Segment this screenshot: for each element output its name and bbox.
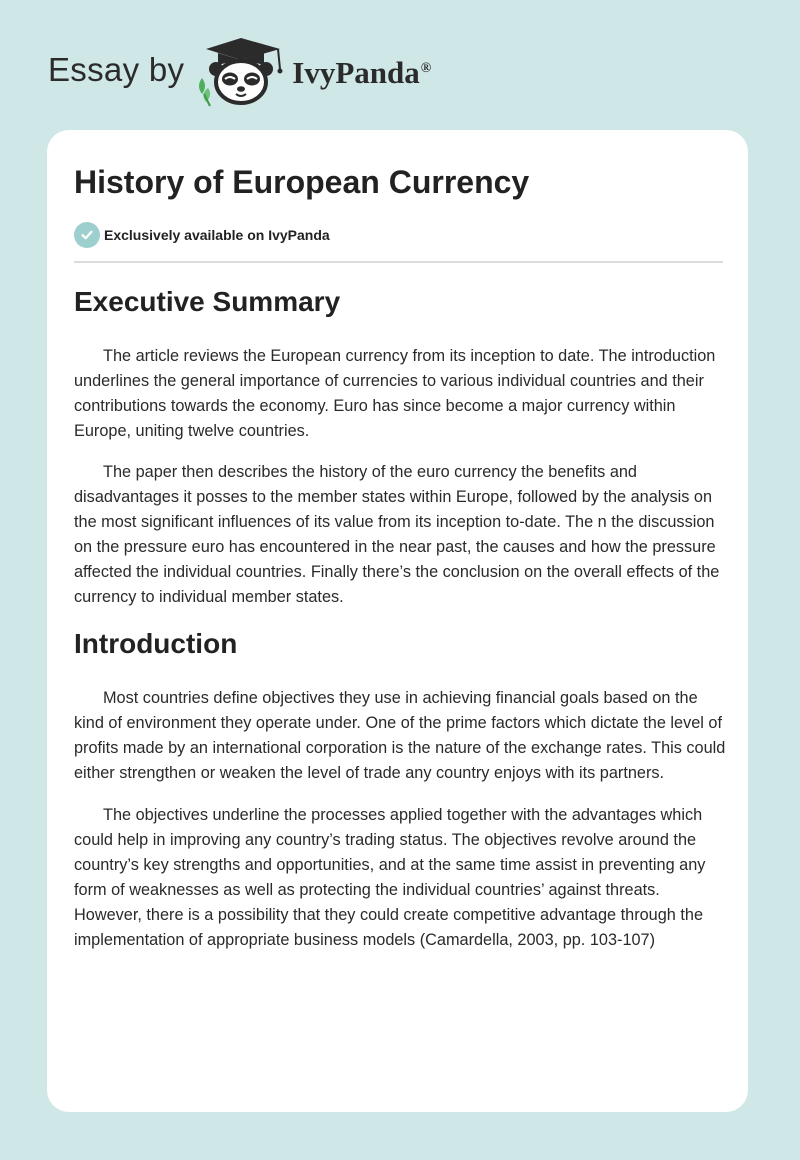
site-header bbox=[48, 36, 431, 108]
brand-name-text: IvyPanda bbox=[292, 55, 420, 90]
registered-mark: ® bbox=[420, 60, 432, 76]
check-circle-icon bbox=[74, 222, 100, 248]
exclusive-badge-label: Exclusively available on IvyPanda bbox=[104, 227, 330, 243]
essay-card bbox=[47, 130, 748, 1112]
brand-name[interactable] bbox=[292, 55, 431, 91]
exclusive-badge bbox=[74, 222, 330, 248]
page-title: History of European Currency bbox=[74, 164, 530, 200]
panda-graduate-logo-icon[interactable] bbox=[196, 36, 288, 108]
section-heading-introduction: Introduction bbox=[74, 628, 238, 659]
paragraph: The objectives underline the processes applied together with the advantages which could help in improving any country’s trading status. The objectives revolve around the country’s key strengths and opportunities, and at the same time assist in preventing any form of weaknesses as well as protecting the individual countries’ against threats. However, there is a possibility that they could create competitive advantage through the implementation of appropriate business models (Camardella, 2003, pp. 103-107) bbox=[74, 806, 706, 949]
paragraph: The article reviews the European currency from its inception to date. The introduction underlines the general importance of currencies to various individual countries and their contributions towards the economy. Euro has since become a major currency within Europe, uniting twelve countries. bbox=[74, 347, 716, 440]
essay-by-label: Essay by bbox=[48, 51, 185, 88]
section-heading-executive-summary: Executive Summary bbox=[74, 286, 341, 317]
title-divider bbox=[74, 261, 723, 263]
paragraph: Most countries define objectives they use in achieving financial goals based on the kind of environment they operate under. One of the prime factors which dictate the level of profits made by an international corporation is the nature of the exchange rates. This could either strengthen or weaken the level of trade any country enjoys with its partners. bbox=[74, 689, 726, 782]
paragraph: The paper then describes the history of the euro currency the benefits and disadvantages it posses to the member states within Europe, followed by the analysis on the most significant influences of its value from its inception to-date. The n the discussion on the pressure euro has encountered in the near past, the causes and how the pressure affected the individual countries. Finally there’s the conclusion on the overall effects of the currency to individual member states. bbox=[74, 463, 720, 606]
